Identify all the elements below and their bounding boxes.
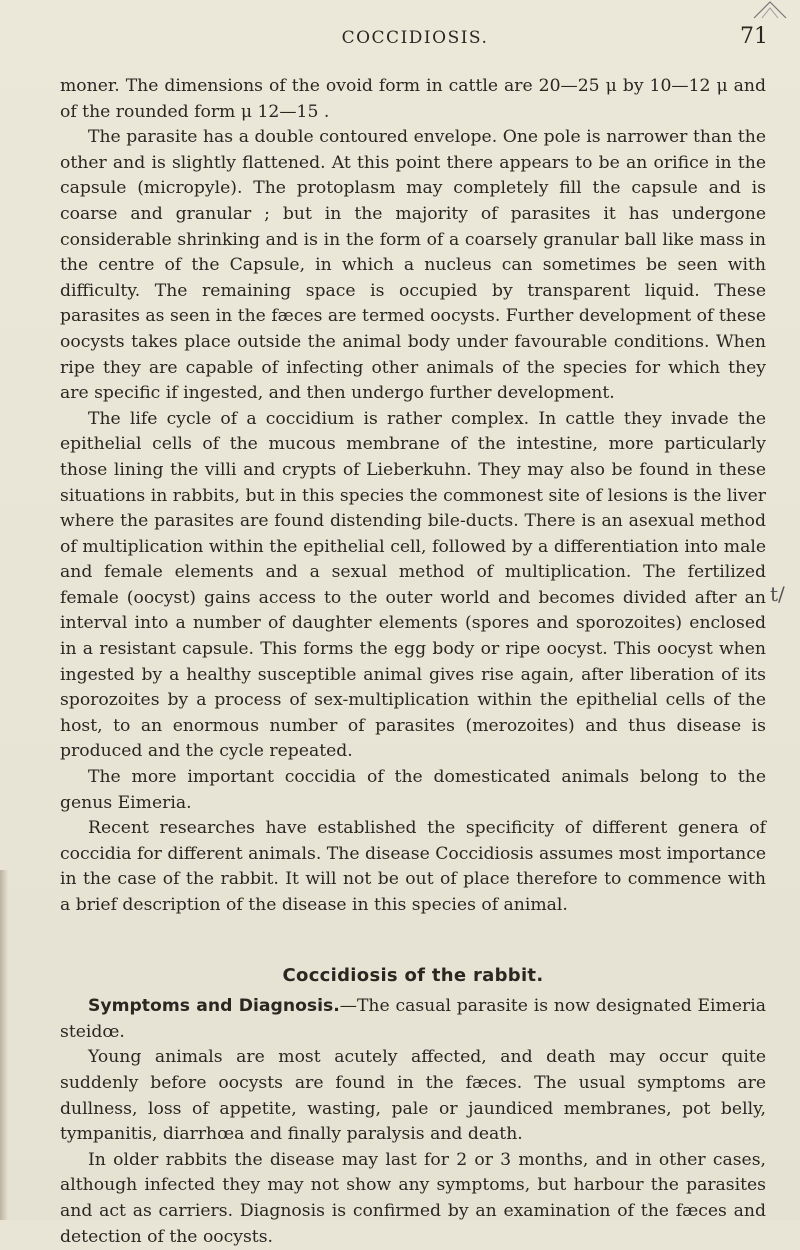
paragraph: moner. The dimensions of the ovoid form in cattle are 20—25 μ by 10—12 μ and of the rounded form μ 12—15 . (60, 76, 766, 122)
page-corner-mark (750, 0, 790, 20)
paragraph: The more important coccidia of the domesticated animals belong to the genus Eimeria. (60, 767, 766, 813)
paragraph: Young animals are most acutely affected, and death may occur quite suddenly before oocysts are found in the fæces. The usual symptoms are dullness, loss of appetite, wasting, pale or jaundiced membranes, pot belly, tympanitis, diarrhœa and finally paralysis and death. (60, 1047, 766, 1145)
running-head (60, 18, 770, 58)
paragraph: The parasite has a double contoured envelope. One pole is narrower than the other and is slightly flattened. At this point there appears to be an orifice in the capsule (micropyle). The protoplasm may completely fill the capsule and is coarse and granular ; but in the majority of parasites it has undergone considerable shrinking and is in the form of a coarsely granular ball like mass in the centre of the Capsule, in which a nucleus can sometimes be seen with difficulty. The remaining space is occupied by transparent liquid. These parasites as seen in the fæces are termed oocysts. Further development of these oocysts takes place outside the animal body under favourable conditions. When ripe they are capable of infecting other animals of the species for which they are specific if ingested, and then undergo further development. (60, 127, 766, 404)
running-title: COCCIDIOSIS. (341, 28, 489, 48)
runin-text: —The casual parasite is now designated Eimeria steidœ. (60, 996, 766, 1042)
handwritten-margin-note: t/ (770, 582, 785, 606)
page-number: 71 (740, 24, 768, 49)
paragraph: Recent researches have established the specificity of different genera of coccidia for different animals. The disease Coccidiosis assumes most importance in the case of the rabbit. It will not be out of place therefore to commence with a brief description of the disease in this species of animal. (60, 818, 766, 915)
paragraph-symptoms (60, 994, 766, 1045)
page-edge-shadow (0, 870, 8, 1220)
runin-label: Symptoms and Diagnosis. (88, 996, 340, 1017)
paragraph: In older rabbits the disease may last for 2 or 3 months, and in other cases, although infected they may not show any symptoms, but harbour the parasites and act as carriers. Diagnosis is confirmed by an examination of the fæces and detection of the oocysts. (60, 1149, 766, 1247)
body-text (60, 74, 766, 1250)
section-heading: Coccidiosis of the rabbit. (282, 964, 544, 986)
paragraph: The life cycle of a coccidium is rather complex. In cattle they invade the epithelial cells of the mucous membrane of the intestine, more particularly those lining the villi and crypts of Lieberkuhn. They may also be found in these situations in rabbits, but in this species the commonest site of lesions is the liver where the parasites are found distending bile-ducts. There is an asexual method of multiplication within the epithelial cell, followed by a differentiation into male and female elements and a sexual method of multiplication. The fertilized female (oocyst) gains access to the outer world and becomes divided after an interval into a number of daughter elements (spores and sporozoites) enclosed in a resistant capsule. This forms the egg body or ripe oocyst. This oocyst when ingested by a healthy susceptible animal gives rise again, after liberation of its sporozoites by a process of sex-multiplication within the epithelial cells of the host, to an enormous number of parasites (merozoites) and thus disease is produced and the cycle repeated. (60, 408, 766, 762)
